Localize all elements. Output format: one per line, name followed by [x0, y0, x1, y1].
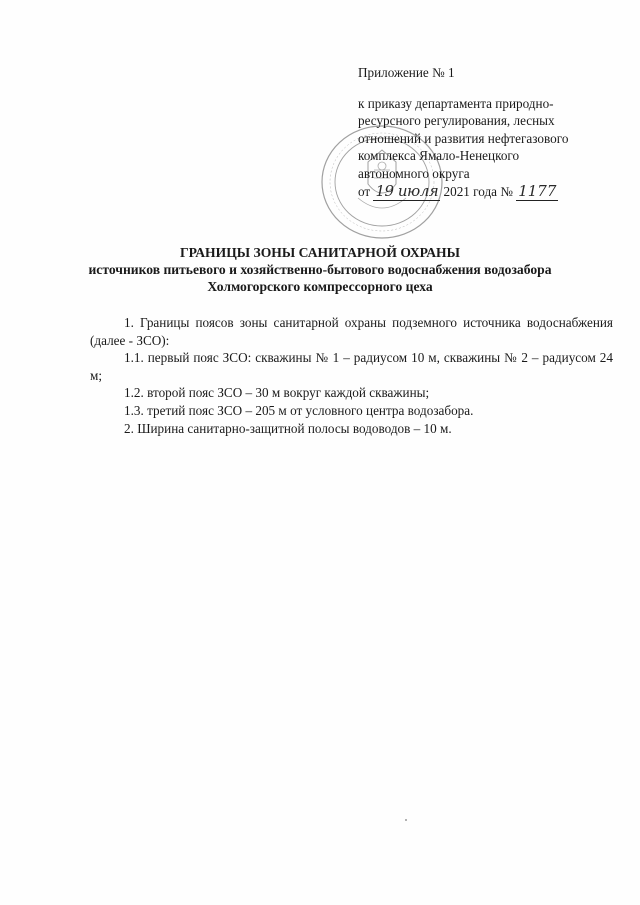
title-line-1: ГРАНИЦЫ ЗОНЫ САНИТАРНОЙ ОХРАНЫ — [180, 245, 460, 260]
appendix-header — [358, 64, 608, 201]
paragraph-1-2: 1.2. второй пояс ЗСО – 30 м вокруг каждой скважины; — [124, 385, 430, 401]
document-title — [40, 244, 600, 295]
order-date-line — [358, 183, 608, 202]
paragraph-1: 1. Границы поясов зоны санитарной охраны подземного источника водоснабжения (далее - ЗСО): — [90, 315, 613, 348]
paragraph-1-1: 1.1. первый пояс ЗСО: скважины № 1 – радиусом 10 м, скважины № 2 – радиусом 24 м; — [90, 350, 613, 383]
handwritten-order-number: 1177 — [518, 181, 557, 200]
title-line-3: Холмогорского компрессорного цеха — [207, 279, 433, 294]
date-suffix: 2021 года № — [443, 183, 513, 199]
scan-speck — [405, 819, 407, 821]
date-prefix: от — [358, 183, 371, 199]
appendix-line: комплекса Ямало-Ненецкого — [358, 148, 520, 164]
appendix-line: автономного округа — [358, 165, 470, 181]
appendix-line: к приказу департамента природно- — [358, 95, 554, 111]
handwritten-date: 19 июля — [375, 181, 439, 200]
appendix-title: Приложение № 1 — [358, 65, 455, 80]
paragraph-2: 2. Ширина санитарно-защитной полосы водоводов – 10 м. — [124, 420, 452, 436]
paragraph-1-3: 1.3. третий пояс ЗСО – 205 м от условного центра водозабора. — [124, 402, 474, 418]
title-line-2: источников питьевого и хозяйственно-бытового водоснабжения водозабора — [88, 262, 552, 277]
appendix-line: отношений и развития нефтегазового — [358, 130, 569, 146]
appendix-line: ресурсного регулирования, лесных — [358, 113, 555, 129]
document-body — [90, 314, 613, 437]
